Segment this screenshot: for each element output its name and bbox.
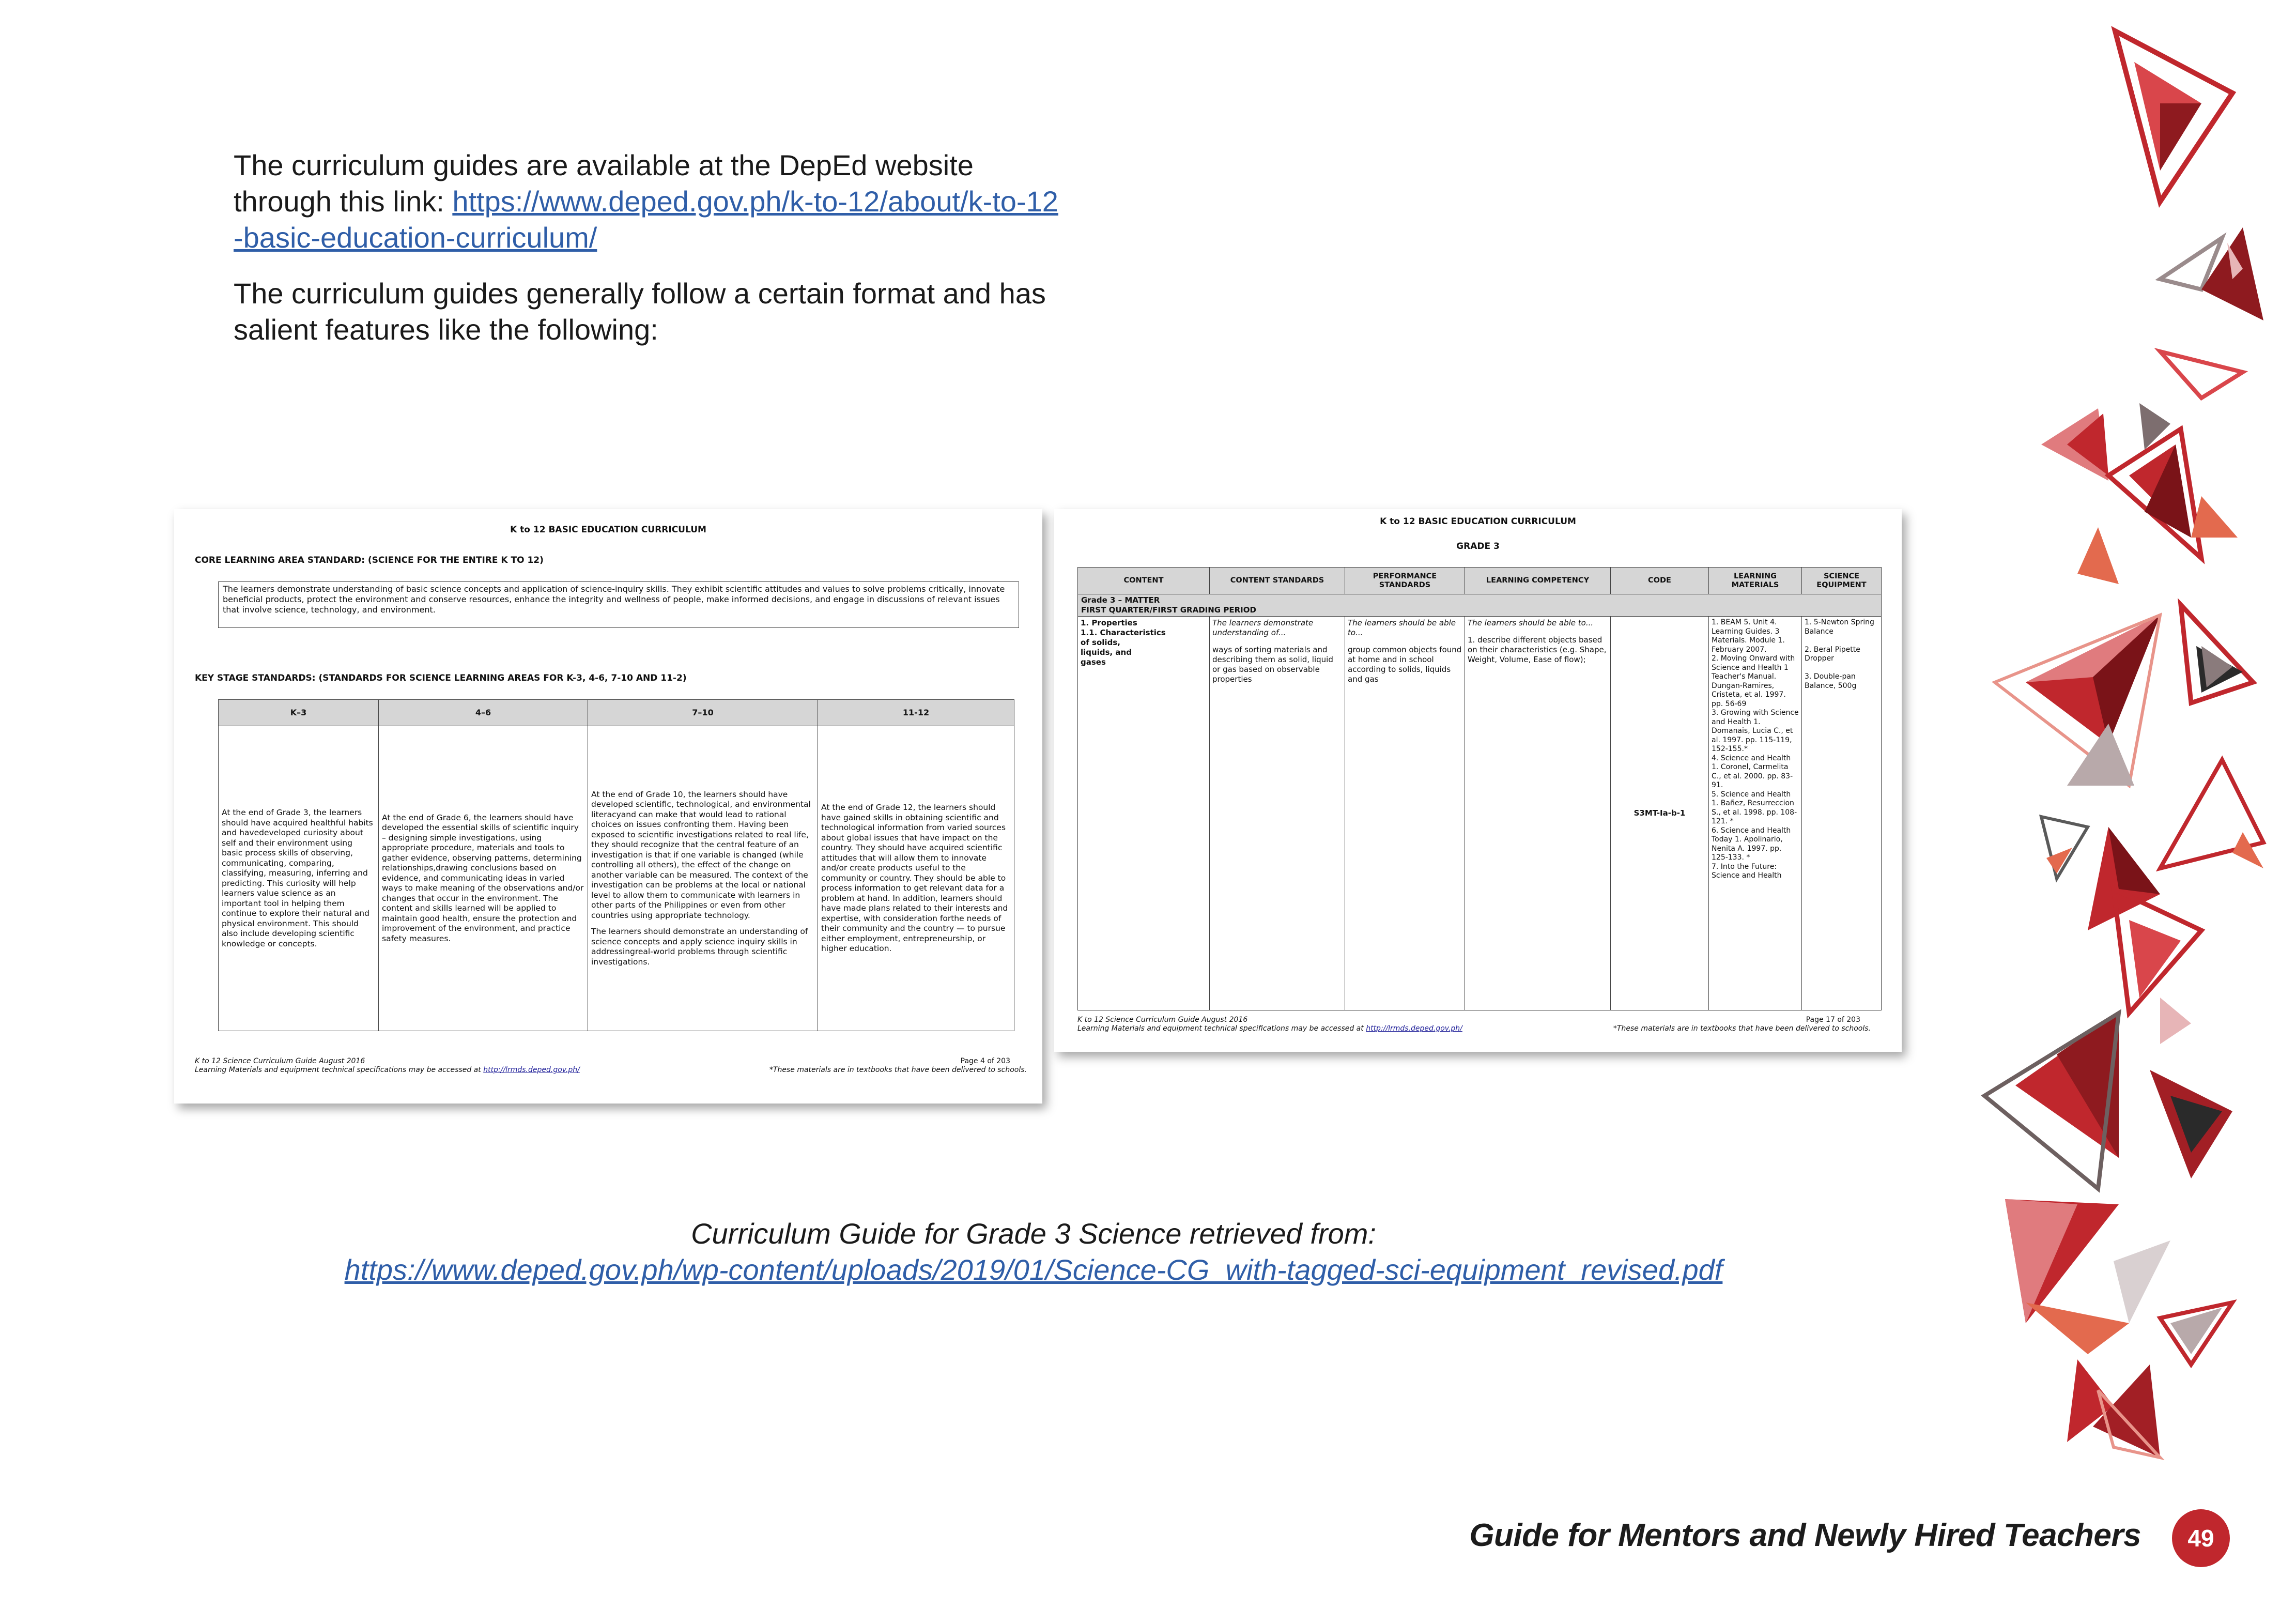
ks-col-11-12: 11-12 [818, 700, 1014, 726]
doc1-footer-left1: K to 12 Science Curriculum Guide August 2016 [195, 1057, 365, 1065]
ks-cell-4-6: At the end of Grade 6, the learners should have developed the essential skills of scientific inquiry – designing simple investigations, using appropriate procedure, materials and tools to gather evidence, observing patterns, determining relationships,drawing conclusions based on evidence, and communicating ideas in varied ways to make meaning of the observations and/or changes that occur in the environment. The content and skills learned will be applied to maintain good health, ensure the protection and improvement of the environment, and practice safety measures. [379, 726, 588, 1031]
intro-p1-text: The curriculum guides are available at the DepEd website through this link: [234, 149, 974, 218]
g3-cs-text: ways of sorting materials and describing them as solid, liquid or gas based on observable properties [1212, 645, 1333, 684]
ks-col-7-10: 7–10 [588, 700, 818, 726]
doc2-title: K to 12 BASIC EDUCATION CURRICULUM [1380, 516, 1576, 527]
g3-col-learning-materials: LEARNING MATERIALS [1709, 568, 1802, 594]
ks-cell-7-10-text: At the end of Grade 10, the learners should have developed scientific, technological, and environmental literacyand can make that would lead to rational choices on issues confronting them. Having been exposed to scientific investigations related to real life, they should recognize that the central feature of an investigation is that if one variable is changed (while controlling all others), the effect of the change on another variable can be measured. The context of the investigation can be problems at the local or national level to allow them to communicate with learners in other parts of the Philippines or even from other countries using appropriate technology. [591, 789, 811, 920]
doc2-page-number: Page 17 of 203 [1806, 1016, 1860, 1024]
doc1-footer-note: *These materials are in textbooks that have been delivered to schools. [769, 1066, 1027, 1074]
g3-lc-text: 1. describe different objects based on their characteristics (e.g. Shape, Weight, Volume, Ease of flow); [1468, 635, 1607, 664]
g3-lc-cell [1465, 617, 1611, 1010]
curriculum-page-4-image [174, 509, 1042, 1104]
ks-cell-11-12: At the end of Grade 12, the learners should have gained skills in obtaining scientific and technological information from varied sources about global issues that have impact on the country. They should have acquired scientific attitudes that will allow them to innovate and/or create products useful to the community or country. They should be able to process information to get relevant data for a problem at hand. In addition, learners should have made plans related to their interests and expertise, with consideration forthe needs of their community and the country — to pursue either employment, entrepreneurship, or higher education. [818, 726, 1014, 1031]
caption-line-1: Curriculum Guide for Grade 3 Science retrieved from: [691, 1217, 1376, 1250]
doc1-core-text: The learners demonstrate understanding of basic science concepts and application of science-inquiry skills. They exhibit scientific attitudes and values to solve problems critically, innovate beneficial products, protect the environment and conserve resources, enhance the integrity and wellness of people, make informed decisions, and engage in discussions of relevant issues that involve science, technology, and environment. [218, 581, 1019, 628]
doc2-subtitle: GRADE 3 [1456, 541, 1500, 551]
g3-cs-cell [1210, 617, 1345, 1010]
intro-paragraph-1 [234, 147, 1060, 256]
caption-pdf-link[interactable]: https://www.deped.gov.ph/wp-content/uploads/2019/01/Science-CG_with-tagged-sci-equipment_revised.pdf [344, 1253, 1723, 1286]
ks-cell-k3: At the end of Grade 3, the learners should have acquired healthful habits and havedeveloped curiosity about self and their environment using basic process skills of observing, communicating, comparing, classifying, measuring, inferring and predicting. This curiosity will help learners value science as an important tool in helping them continue to explore their natural and physical environment. This should also include developing scientific knowledge or concepts. [219, 726, 379, 1031]
doc1-page-number: Page 4 of 203 [960, 1057, 1010, 1065]
red-triangles-decoration [1871, 0, 2296, 1624]
g3-group-row: Grade 3 – MATTER FIRST QUARTER/FIRST GRADING PERIOD [1078, 594, 1882, 617]
caption-link-wrap [0, 1252, 2067, 1288]
intro-paragraph-2: The curriculum guides generally follow a certain format and has salient features like the following: [234, 277, 1046, 346]
doc1-ks-heading: KEY STAGE STANDARDS: (STANDARDS FOR SCIENCE LEARNING AREAS FOR K-3, 4-6, 7-10 AND 11-2) [195, 673, 687, 683]
g3-ps-text: group common objects found at home and in school according to solids, liquids and gas [1348, 645, 1462, 684]
triangle-cluster [1984, 31, 2263, 1458]
doc1-footer-left [195, 1057, 580, 1075]
doc1-title: K to 12 BASIC EDUCATION CURRICULUM [510, 525, 706, 535]
intro-text [234, 147, 1060, 367]
ks-cell-7-10-extra: The learners should demonstrate an understanding of science concepts and apply science inquiry skills in addressingreal-world problems through scientific investigations. [591, 927, 808, 967]
g3-col-content: CONTENT [1078, 568, 1210, 594]
g3-col-science-equipment: SCIENCE EQUIPMENT [1802, 568, 1882, 594]
g3-col-content-standards: CONTENT STANDARDS [1210, 568, 1345, 594]
key-stage-table [218, 699, 1014, 1031]
ks-cell-7-10 [588, 726, 818, 1031]
doc2-lrmds-link[interactable]: http://lrmds.deped.gov.ph/ [1366, 1024, 1462, 1033]
g3-code-cell: S3MT-Ia-b-1 [1611, 617, 1709, 1010]
g3-materials-cell: 1. BEAM 5. Unit 4. Learning Guides. 3 Materials. Module 1. February 2007. 2. Moving Onward with Science and Health 1 Teacher's Manual. Dungan-Ramires, Cristeta, et al. 1997. pp. 56-69 3. Growing with Science and Health 1. Domanais, Lucia C., et al. 1997. pp. 115-119, 152-155.* 4. Science and Health 1. Coronel, Carmelita C., et al. 2000. pp. 83-91. 5. Science and Health 1. Bañez, Resurreccion S., et al. 1998. pp. 108-121. * 6. Science and Health Today 1. Apolinario, Nenita A. 1997. pp. 125-133. * 7. Into the Future: Science and Health [1709, 617, 1802, 1010]
g3-col-performance-standards: PERFORMANCE STANDARDS [1345, 568, 1465, 594]
grade3-table [1077, 567, 1882, 1010]
g3-lc-lead: The learners should be able to... [1468, 618, 1594, 627]
doc1-core-heading: CORE LEARNING AREA STANDARD: (SCIENCE FOR THE ENTIRE K TO 12) [195, 555, 544, 565]
g3-col-code: CODE [1611, 568, 1709, 594]
g3-ps-lead: The learners should be able to... [1348, 618, 1456, 637]
doc2-footer-note: *These materials are in textbooks that have been delivered to schools. [1613, 1024, 1871, 1033]
g3-col-learning-competency: LEARNING COMPETENCY [1465, 568, 1611, 594]
g3-equipment-cell: 1. 5-Newton Spring Balance 2. Beral Pipette Dropper 3. Double-pan Balance, 500g [1802, 617, 1882, 1010]
g3-ps-cell [1345, 617, 1465, 1010]
page-number-badge: 49 [2172, 1509, 2230, 1567]
ks-col-4-6: 4–6 [379, 700, 588, 726]
doc2-footer-left [1077, 1016, 1462, 1033]
curriculum-page-17-image [1054, 509, 1902, 1052]
doc2-footer-left1: K to 12 Science Curriculum Guide August 2016 [1077, 1016, 1248, 1024]
doc1-lrmds-link[interactable]: http://lrmds.deped.gov.ph/ [483, 1066, 580, 1074]
guide-title: Guide for Mentors and Newly Hired Teachers [1469, 1518, 2141, 1553]
doc1-footer-left2: Learning Materials and equipment technical specifications may be accessed at [195, 1066, 484, 1074]
g3-content-cell: 1. Properties 1.1. Characteristics of solids, liquids, and gases [1078, 617, 1210, 1010]
g3-cs-lead: The learners demonstrate understanding of... [1212, 618, 1314, 637]
curriculum-link[interactable]: https://www.deped.gov.ph/k-to-12/about/k-to-12-basic-education-curriculum/ [234, 185, 1058, 254]
ks-col-k3: K–3 [219, 700, 379, 726]
doc2-footer-left2: Learning Materials and equipment technical specifications may be accessed at [1077, 1024, 1366, 1033]
